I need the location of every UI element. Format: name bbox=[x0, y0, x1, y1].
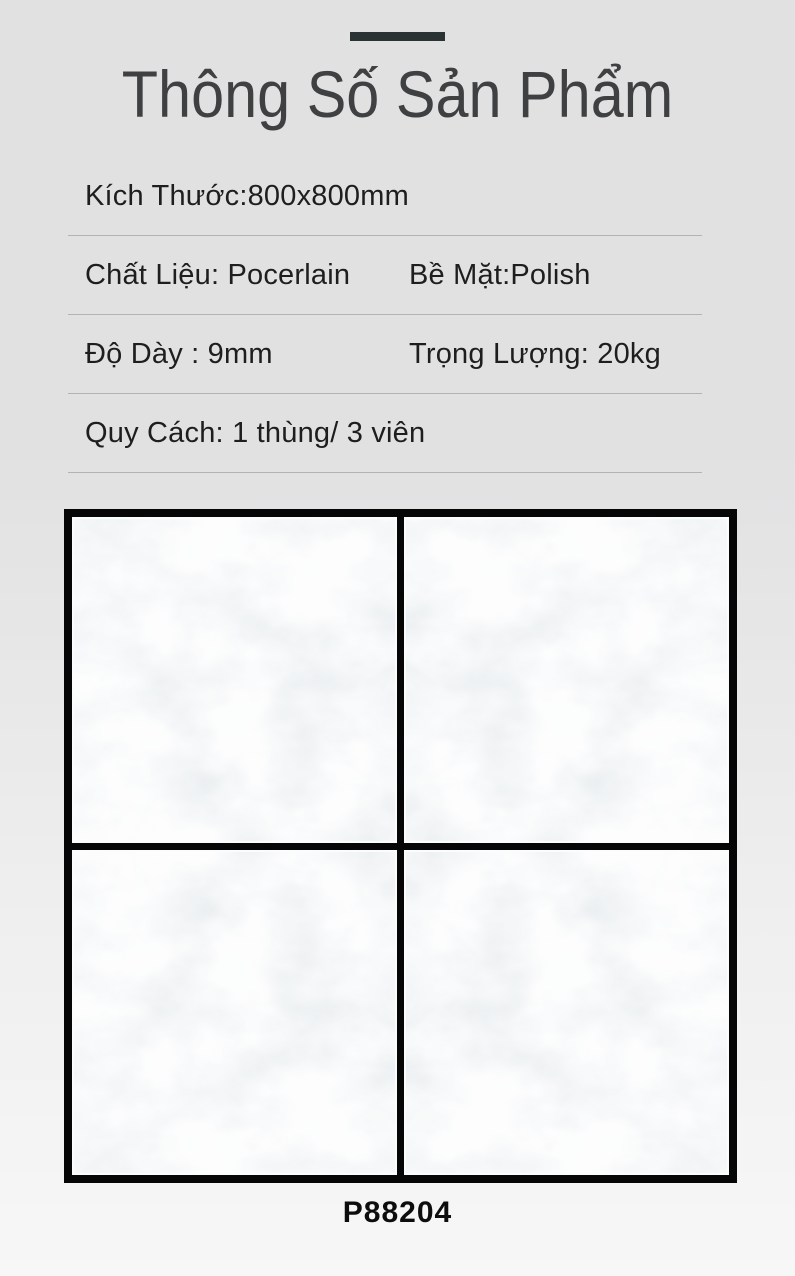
tile-image bbox=[404, 517, 729, 843]
spec-row-material-surface bbox=[68, 236, 702, 315]
spec-label: Bề Mặt: bbox=[409, 258, 511, 291]
product-code: P88204 bbox=[342, 1196, 453, 1229]
spec-weight bbox=[409, 338, 661, 371]
spec-label: Kích Thước: bbox=[85, 179, 248, 212]
product-spec-sheet bbox=[0, 32, 795, 1276]
tile-image bbox=[72, 517, 397, 843]
spec-label: Độ Dày : bbox=[85, 337, 200, 370]
spec-row-thickness-weight bbox=[68, 315, 702, 394]
spec-thickness bbox=[68, 338, 409, 371]
spec-size bbox=[68, 180, 409, 213]
tile-photo-grid bbox=[64, 509, 737, 1183]
spec-material bbox=[68, 259, 409, 292]
spec-value: 800x800mm bbox=[247, 179, 409, 212]
spec-label: Chất Liệu: bbox=[85, 258, 220, 291]
page-title: Thông Số Sản Phẩm bbox=[121, 57, 674, 131]
tile-image bbox=[72, 850, 397, 1176]
spec-label: Quy Cách: bbox=[85, 416, 224, 449]
spec-value: 20kg bbox=[589, 337, 661, 370]
spec-table bbox=[68, 157, 702, 473]
spec-packing bbox=[68, 417, 425, 450]
spec-row-packing bbox=[68, 394, 702, 473]
tile-image bbox=[404, 850, 729, 1176]
spec-label: Trọng Lượng: bbox=[409, 337, 590, 370]
title-accent-bar bbox=[350, 32, 445, 41]
spec-value: 1 thùng/ 3 viên bbox=[223, 416, 426, 449]
spec-value: Polish bbox=[510, 258, 591, 291]
spec-row-size bbox=[68, 157, 702, 236]
spec-value: 9mm bbox=[199, 337, 273, 370]
spec-value: Pocerlain bbox=[219, 258, 351, 291]
spec-surface bbox=[409, 259, 591, 292]
